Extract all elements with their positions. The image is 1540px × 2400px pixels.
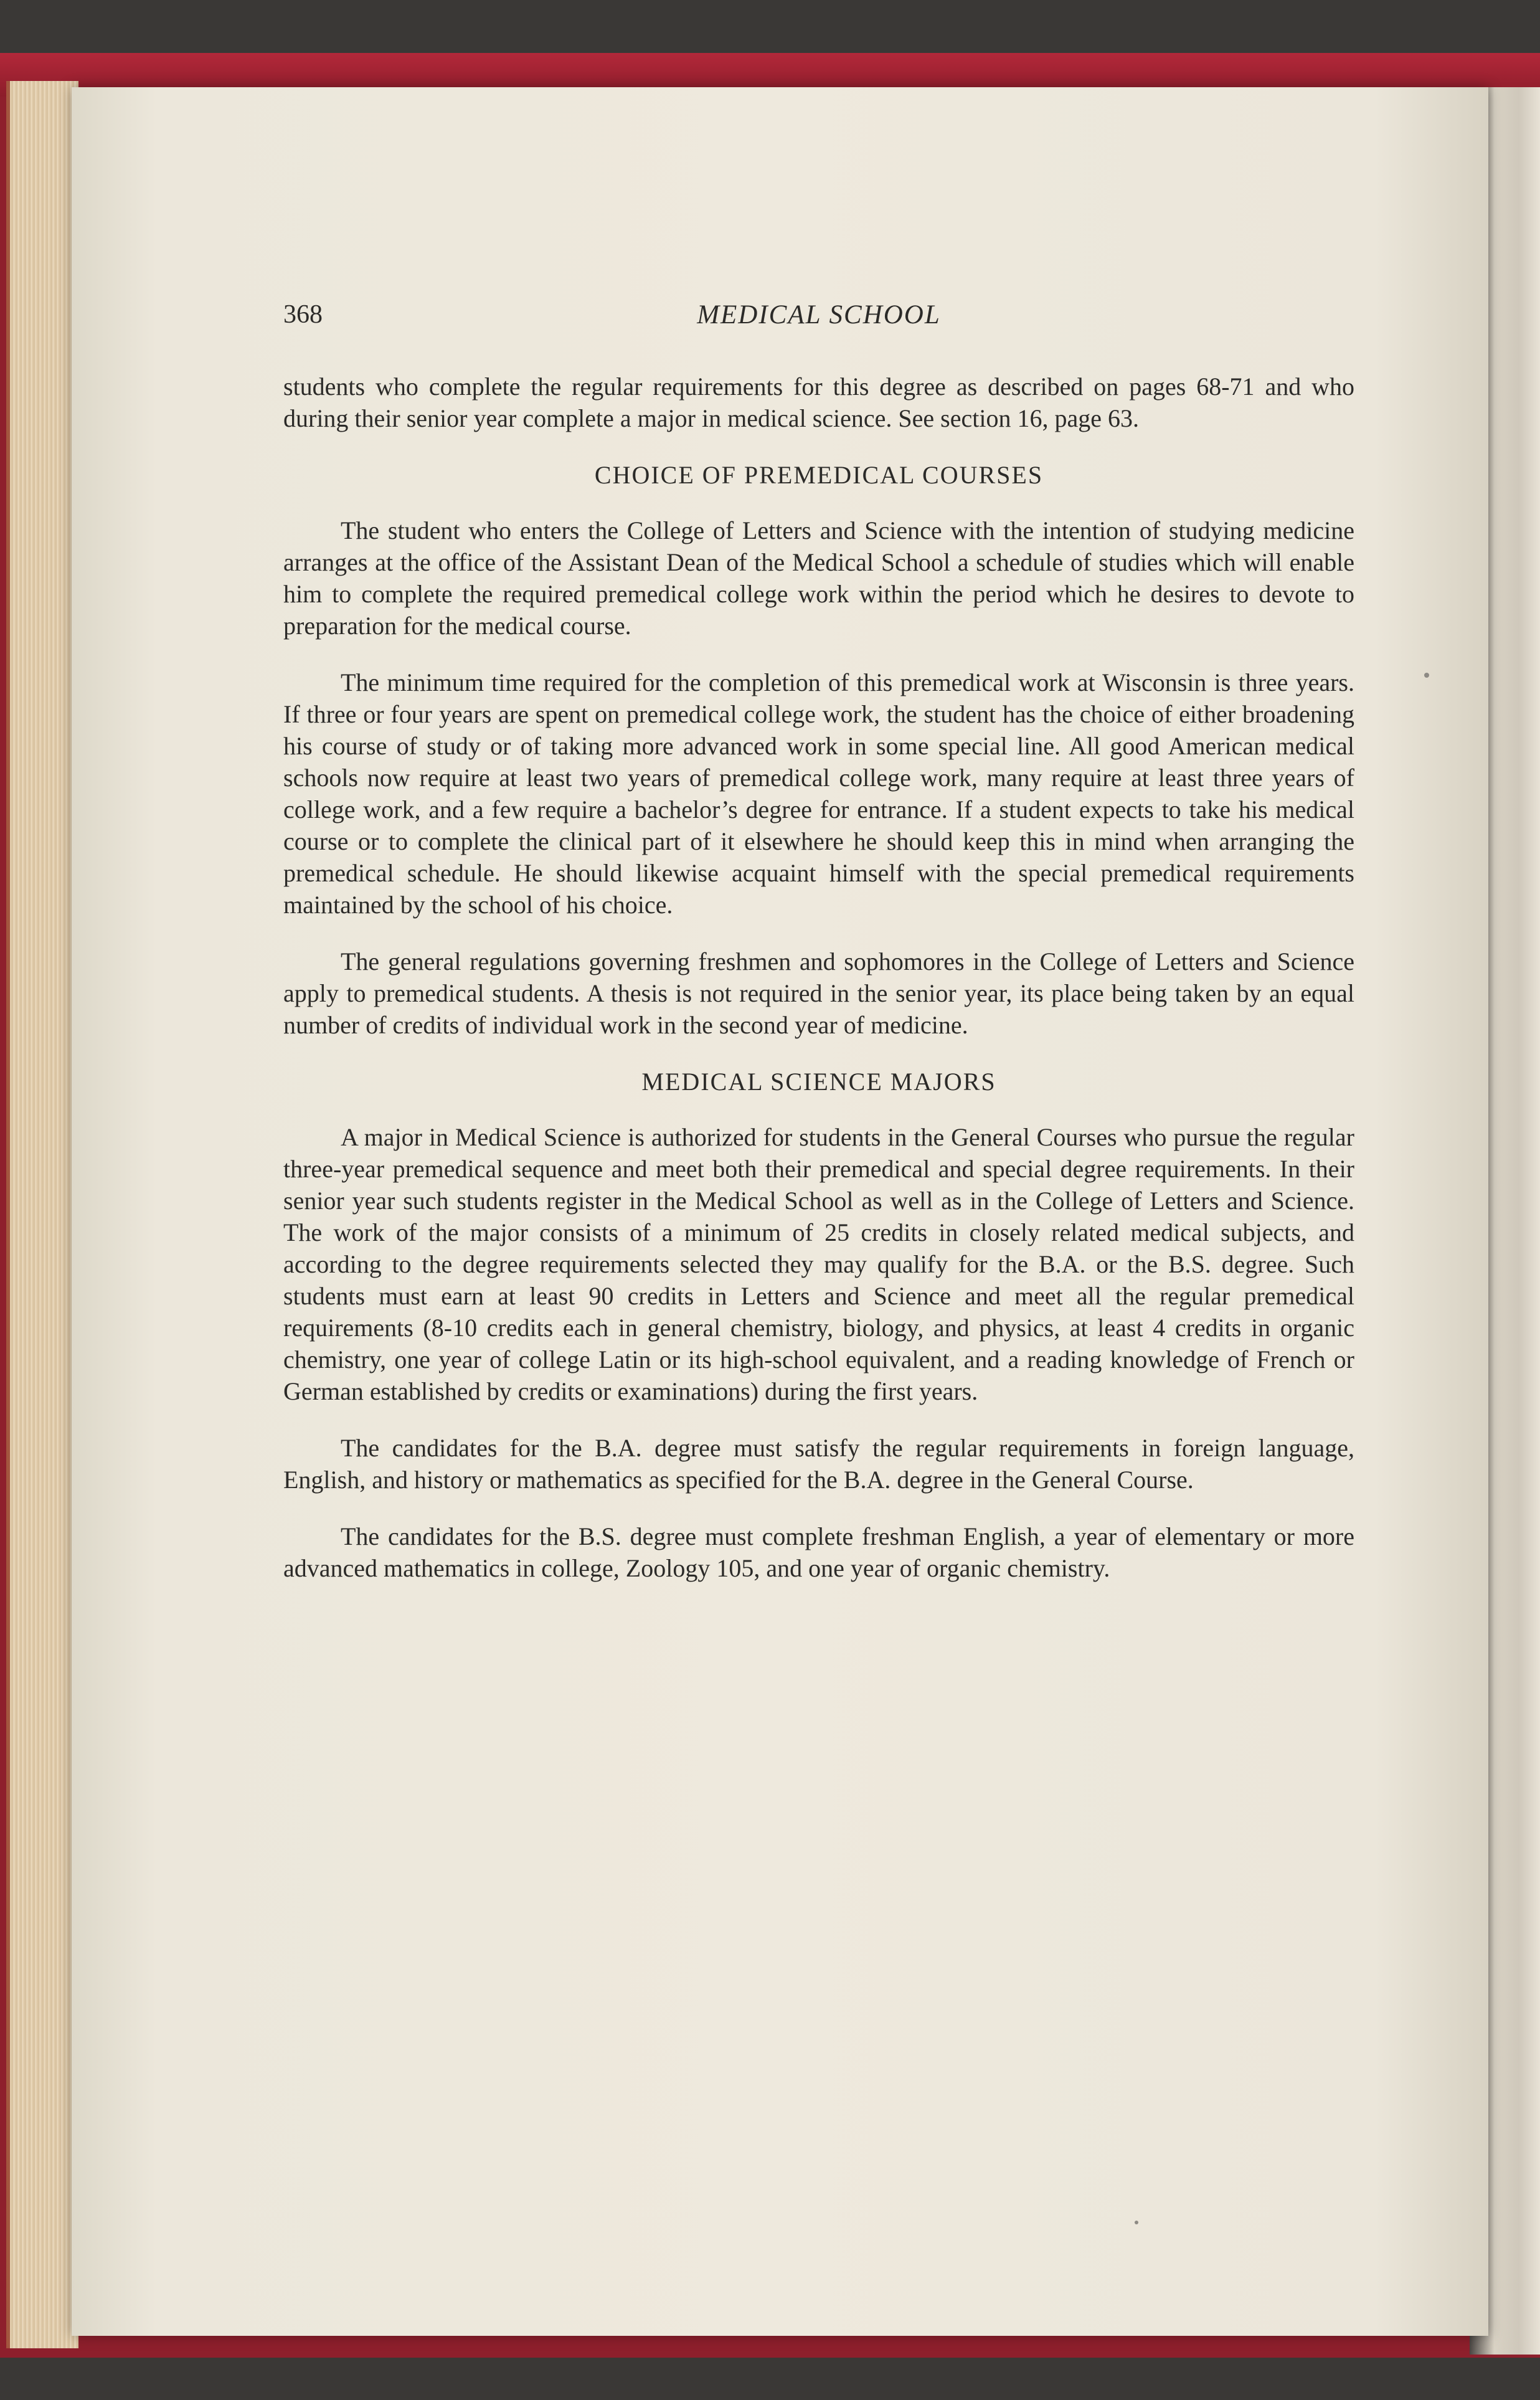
paragraph: The candidates for the B.A. degree must satisfy the regular requirements in foreign language, English, and history or mathematics as specified for the B.A. degree in the General Course.: [283, 1434, 1354, 1494]
paragraph: The general regulations governing freshmen and sophomores in the College of Letters and Science apply to premedical students. A thesis is not required in the senior year, its place being taken by an equal number of credits of individual work in the second year of medicine.: [283, 947, 1354, 1039]
page-number: 368: [283, 300, 323, 329]
paragraph: A major in Medical Science is authorized for students in the General Courses who pursue the regular three-year premedical sequence and meet both their premedical and special degree requirements. In their senior year such students register in the Medical School as well as in the College of Letters and Science. The work of the major consists of a minimum of 25 credits in closely related medical subjects, and according to the degree requirements selected they may qualify for the B.A. or the B.S. degree. Such students must earn at least 90 credits in Letters and Science and meet all the regular premedical requirements (8-10 credits each in general chemistry, biology, and physics, at least 4 credits in organic chemistry, one year of college Latin or its high-school equivalent, and a reading knowledge of French or German established by credits or examinations) during the first years.: [283, 1123, 1354, 1405]
page-text-block: [283, 299, 1354, 1609]
page-stack-edge: [6, 81, 78, 2348]
paragraph: The minimum time required for the completion of this premedical work at Wisconsin is three years. If three or four years are spent on premedical college work, the student has the choice of either broadening his course of study or of taking more advanced work in some special line. All good American medical schools now require at least two years of premedical college work, many require at least three years of college work, and a few require a bachelor’s degree for entrance. If a student expects to take his medical course or to complete the clinical part of it elsewhere he should keep this in mind when arranging the premedical schedule. He should likewise acquaint himself with the special premedical requirements maintained by the school of his choice.: [283, 668, 1354, 919]
paper-speck: [1424, 673, 1429, 678]
running-title: MEDICAL SCHOOL: [697, 300, 941, 330]
paragraph: The candidates for the B.S. degree must complete freshman English, a year of elementary or more advanced mathematics in college, Zoology 105, and one year of organic chemistry.: [283, 1522, 1354, 1582]
paper-speck: [1135, 2221, 1138, 2224]
running-head: [283, 299, 1354, 336]
section-heading-medical-science-majors: MEDICAL SCIENCE MAJORS: [641, 1068, 996, 1096]
paragraph: The student who enters the College of Letters and Science with the intention of studying medicine arranges at the office of the Assistant Dean of the Medical School a schedule of studies which will enable him to complete the required premedical college work within the period which he desires to devote to preparation for the medical course.: [283, 516, 1354, 640]
section-heading-premedical-courses: CHOICE OF PREMEDICAL COURSES: [594, 461, 1044, 489]
intro-paragraph: students who complete the regular requirements for this degree as described on pages 68-71 and who during their senior year complete a major in medical science. See section 16, page 63.: [283, 372, 1354, 432]
